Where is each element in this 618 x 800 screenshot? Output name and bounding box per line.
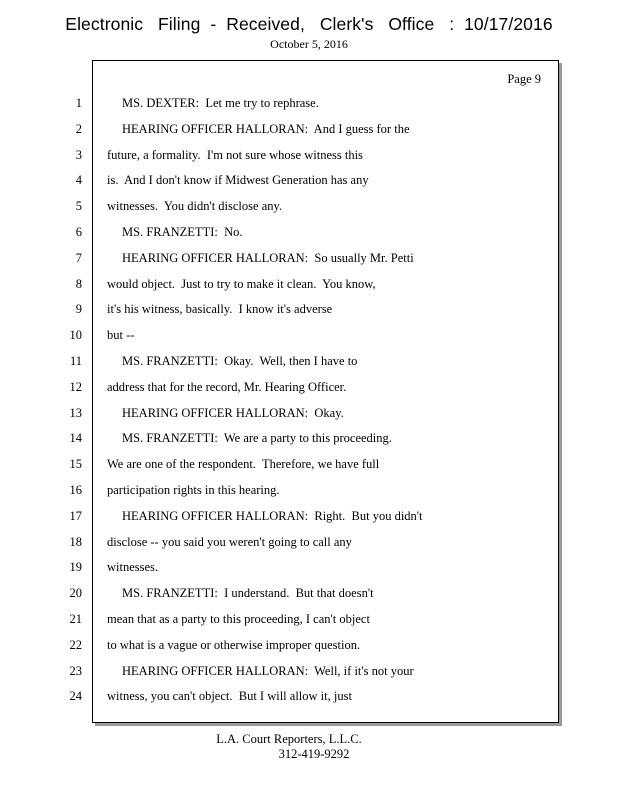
transcript-line: it's his witness, basically. I know it's adverse: [107, 302, 333, 317]
line-number: 6: [75, 225, 82, 239]
line-number: 1: [75, 96, 82, 110]
transcript-line: MS. DEXTER: Let me try to rephrase.: [122, 96, 319, 110]
line-number: 9: [75, 302, 82, 317]
line-number: 5: [75, 199, 82, 214]
line-number: 8: [75, 276, 82, 291]
page-number: Page 9: [507, 72, 541, 86]
line-number: 14: [69, 431, 82, 446]
line-number: 16: [69, 483, 82, 497]
transcript-line: HEARING OFFICER HALLORAN: Right. But you didn't: [122, 508, 423, 523]
transcript-line: MS. FRANZETTI: Okay. Well, then I have to: [122, 354, 358, 368]
line-number: 12: [69, 379, 82, 394]
reporter-company: L.A. Court Reporters, L.L.C.: [216, 732, 362, 746]
hearing-date: October 5, 2016: [270, 37, 348, 51]
line-number: 19: [69, 560, 82, 575]
transcript-line: to what is a vague or otherwise improper question.: [107, 637, 361, 652]
line-number: 4: [75, 173, 82, 188]
transcript-line: disclose -- you said you weren't going to call any: [107, 534, 352, 549]
line-number: 24: [69, 689, 82, 704]
transcript-line: HEARING OFFICER HALLORAN: And I guess for the: [122, 121, 410, 136]
transcript-line: witnesses. You didn't disclose any.: [107, 199, 283, 214]
line-number: 13: [69, 405, 82, 420]
transcript-line: witness, you can't object. But I will allow it, just: [107, 689, 352, 704]
line-number: 22: [69, 637, 82, 652]
line-number: 10: [69, 328, 82, 343]
line-number: 17: [69, 508, 82, 523]
filing-stamp: Electronic Filing - Received, Clerk's Office : 10/17/2016: [65, 14, 553, 34]
transcript-line: We are one of the respondent. Therefore, we have full: [107, 457, 380, 472]
reporter-phone: 312-419-9292: [278, 747, 350, 761]
transcript-line: but --: [107, 328, 135, 343]
line-number: 2: [75, 121, 82, 136]
transcript-line: HEARING OFFICER HALLORAN: So usually Mr. Petti: [122, 250, 414, 265]
transcript-line: participation rights in this hearing.: [107, 483, 280, 497]
transcript-line: HEARING OFFICER HALLORAN: Well, if it's not your: [122, 663, 414, 678]
line-number: 11: [69, 354, 82, 368]
transcript-line: mean that as a party to this proceeding, I can't object: [107, 612, 370, 626]
transcript-line: MS. FRANZETTI: I understand. But that doesn't: [122, 586, 374, 601]
line-number: 18: [69, 534, 82, 549]
line-number: 3: [75, 147, 82, 162]
line-number: 15: [69, 457, 82, 472]
transcript-line: is. And I don't know if Midwest Generation has any: [107, 173, 369, 188]
transcript-line: MS. FRANZETTI: We are a party to this proceeding.: [122, 431, 392, 446]
transcript-line: witnesses.: [107, 560, 159, 575]
line-number: 7: [75, 250, 82, 265]
transcript-line: would object. Just to try to make it clean. You know,: [107, 276, 376, 291]
transcript-line: future, a formality. I'm not sure whose witness this: [107, 147, 363, 162]
transcript-line: address that for the record, Mr. Hearing Officer.: [107, 379, 347, 394]
transcript-line: HEARING OFFICER HALLORAN: Okay.: [122, 405, 344, 420]
line-number: 23: [69, 663, 82, 678]
line-number: 21: [69, 612, 82, 626]
line-number: 20: [69, 586, 82, 601]
transcript-line: MS. FRANZETTI: No.: [122, 225, 243, 239]
